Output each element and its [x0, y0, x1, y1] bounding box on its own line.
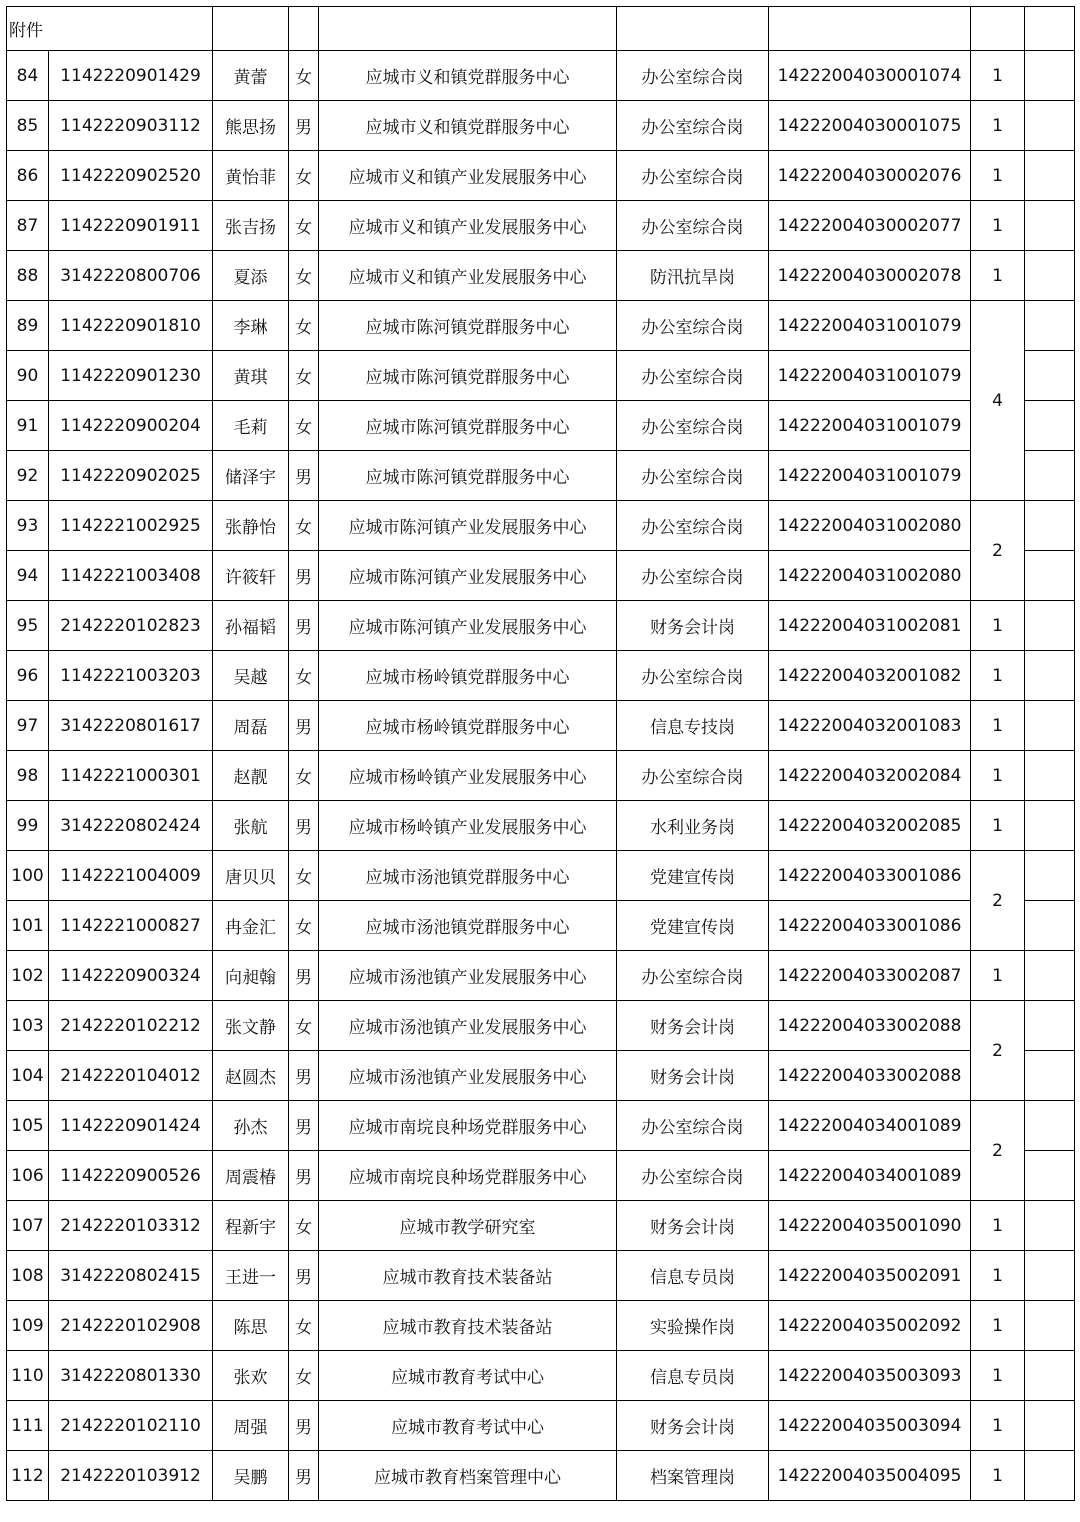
position-code: 14222004031002080	[769, 501, 971, 551]
candidate-name: 张吉扬	[213, 201, 289, 251]
candidate-gender: 女	[289, 351, 319, 401]
table-row	[7, 101, 1075, 151]
caption-empty-cell	[1025, 7, 1075, 51]
employer-unit: 应城市陈河镇产业发展服务中心	[319, 601, 617, 651]
table-row	[7, 151, 1075, 201]
position-code: 14222004032002085	[769, 801, 971, 851]
position-name: 办公室综合岗	[617, 501, 769, 551]
position-code: 14222004031002080	[769, 551, 971, 601]
remark-cell	[1025, 551, 1075, 601]
row-number: 94	[7, 551, 49, 601]
row-number: 102	[7, 951, 49, 1001]
employer-unit: 应城市教育考试中心	[319, 1401, 617, 1451]
position-name: 信息专员岗	[617, 1351, 769, 1401]
table-row	[7, 551, 1075, 601]
employer-unit: 应城市陈河镇党群服务中心	[319, 451, 617, 501]
candidate-id: 1142220902025	[49, 451, 213, 501]
position-name: 财务会计岗	[617, 1001, 769, 1051]
candidate-name: 熊思扬	[213, 101, 289, 151]
candidate-gender: 女	[289, 201, 319, 251]
table-row	[7, 401, 1075, 451]
candidate-id: 1142220900204	[49, 401, 213, 451]
hire-count: 1	[971, 1351, 1025, 1401]
candidate-name: 张航	[213, 801, 289, 851]
employer-unit: 应城市杨岭镇产业发展服务中心	[319, 751, 617, 801]
remark-cell	[1025, 201, 1075, 251]
remark-cell	[1025, 851, 1075, 901]
remark-cell	[1025, 101, 1075, 151]
row-number: 98	[7, 751, 49, 801]
position-code: 14222004035003093	[769, 1351, 971, 1401]
hire-count: 1	[971, 951, 1025, 1001]
row-number: 100	[7, 851, 49, 901]
position-code: 14222004035001090	[769, 1201, 971, 1251]
caption-empty-cell	[617, 7, 769, 51]
remark-cell	[1025, 351, 1075, 401]
employer-unit: 应城市教育考试中心	[319, 1351, 617, 1401]
employer-unit: 应城市教育技术装备站	[319, 1251, 617, 1301]
hire-count: 1	[971, 1301, 1025, 1351]
row-number: 86	[7, 151, 49, 201]
remark-cell	[1025, 651, 1075, 701]
remark-cell	[1025, 1351, 1075, 1401]
row-number: 95	[7, 601, 49, 651]
employer-unit: 应城市陈河镇产业发展服务中心	[319, 501, 617, 551]
table-row	[7, 851, 1075, 901]
remark-cell	[1025, 1251, 1075, 1301]
remark-cell	[1025, 501, 1075, 551]
row-number: 111	[7, 1401, 49, 1451]
employer-unit: 应城市汤池镇产业发展服务中心	[319, 951, 617, 1001]
employer-unit: 应城市义和镇产业发展服务中心	[319, 251, 617, 301]
row-number: 101	[7, 901, 49, 951]
remark-cell	[1025, 1001, 1075, 1051]
candidate-id: 1142220901429	[49, 51, 213, 101]
employer-unit: 应城市南垸良种场党群服务中心	[319, 1151, 617, 1201]
candidate-gender: 女	[289, 1001, 319, 1051]
table-row	[7, 1201, 1075, 1251]
row-number: 97	[7, 701, 49, 751]
position-name: 办公室综合岗	[617, 51, 769, 101]
position-name: 办公室综合岗	[617, 301, 769, 351]
employer-unit: 应城市义和镇党群服务中心	[319, 51, 617, 101]
candidate-gender: 女	[289, 651, 319, 701]
position-name: 党建宣传岗	[617, 851, 769, 901]
position-code: 14222004032001082	[769, 651, 971, 701]
candidate-id: 1142220900324	[49, 951, 213, 1001]
candidate-name: 李琳	[213, 301, 289, 351]
position-name: 办公室综合岗	[617, 1151, 769, 1201]
candidate-id: 2142220102212	[49, 1001, 213, 1051]
candidate-name: 周强	[213, 1401, 289, 1451]
position-code: 14222004031001079	[769, 351, 971, 401]
candidate-gender: 女	[289, 1301, 319, 1351]
hire-count: 1	[971, 751, 1025, 801]
hire-count: 1	[971, 801, 1025, 851]
candidate-name: 陈思	[213, 1301, 289, 1351]
remark-cell	[1025, 901, 1075, 951]
position-code: 14222004035002092	[769, 1301, 971, 1351]
table-row	[7, 501, 1075, 551]
candidate-id: 2142220102823	[49, 601, 213, 651]
position-code: 14222004031001079	[769, 301, 971, 351]
candidate-gender: 男	[289, 1251, 319, 1301]
table-row	[7, 1451, 1075, 1501]
candidate-gender: 男	[289, 451, 319, 501]
remark-cell	[1025, 51, 1075, 101]
candidate-id: 2142220104012	[49, 1051, 213, 1101]
row-number: 99	[7, 801, 49, 851]
roster-table	[6, 6, 1075, 1501]
hire-count: 1	[971, 201, 1025, 251]
candidate-id: 2142220103912	[49, 1451, 213, 1501]
employer-unit: 应城市义和镇产业发展服务中心	[319, 201, 617, 251]
position-name: 办公室综合岗	[617, 451, 769, 501]
employer-unit: 应城市杨岭镇党群服务中心	[319, 651, 617, 701]
position-name: 办公室综合岗	[617, 751, 769, 801]
candidate-name: 周磊	[213, 701, 289, 751]
candidate-id: 1142220901911	[49, 201, 213, 251]
employer-unit: 应城市陈河镇党群服务中心	[319, 401, 617, 451]
candidate-id: 2142220102908	[49, 1301, 213, 1351]
remark-cell	[1025, 1451, 1075, 1501]
remark-cell	[1025, 1201, 1075, 1251]
position-name: 水利业务岗	[617, 801, 769, 851]
candidate-gender: 男	[289, 1401, 319, 1451]
table-row	[7, 901, 1075, 951]
candidate-gender: 女	[289, 51, 319, 101]
row-number: 84	[7, 51, 49, 101]
position-name: 办公室综合岗	[617, 951, 769, 1001]
candidate-name: 张欢	[213, 1351, 289, 1401]
remark-cell	[1025, 1101, 1075, 1151]
position-code: 14222004030001075	[769, 101, 971, 151]
table-row	[7, 251, 1075, 301]
candidate-name: 黄怡菲	[213, 151, 289, 201]
table-row	[7, 651, 1075, 701]
candidate-gender: 女	[289, 1351, 319, 1401]
position-code: 14222004033002087	[769, 951, 971, 1001]
row-number: 89	[7, 301, 49, 351]
candidate-id: 1142221002925	[49, 501, 213, 551]
remark-cell	[1025, 801, 1075, 851]
position-name: 财务会计岗	[617, 1201, 769, 1251]
candidate-id: 1142220901424	[49, 1101, 213, 1151]
candidate-id: 1142221004009	[49, 851, 213, 901]
candidate-id: 3142220800706	[49, 251, 213, 301]
remark-cell	[1025, 451, 1075, 501]
table-row	[7, 1001, 1075, 1051]
table-row	[7, 1251, 1075, 1301]
row-number: 87	[7, 201, 49, 251]
candidate-name: 王进一	[213, 1251, 289, 1301]
candidate-gender: 女	[289, 1201, 319, 1251]
candidate-id: 1142220900526	[49, 1151, 213, 1201]
position-name: 实验操作岗	[617, 1301, 769, 1351]
position-code: 14222004030002076	[769, 151, 971, 201]
employer-unit: 应城市汤池镇党群服务中心	[319, 901, 617, 951]
position-code: 14222004034001089	[769, 1101, 971, 1151]
candidate-name: 黄蕾	[213, 51, 289, 101]
position-code: 14222004031001079	[769, 451, 971, 501]
position-code: 14222004032001083	[769, 701, 971, 751]
row-number: 90	[7, 351, 49, 401]
row-number: 109	[7, 1301, 49, 1351]
candidate-gender: 男	[289, 101, 319, 151]
table-row	[7, 451, 1075, 501]
candidate-id: 2142220102110	[49, 1401, 213, 1451]
employer-unit: 应城市教育技术装备站	[319, 1301, 617, 1351]
remark-cell	[1025, 151, 1075, 201]
row-number: 104	[7, 1051, 49, 1101]
row-number: 105	[7, 1101, 49, 1151]
candidate-gender: 男	[289, 951, 319, 1001]
candidate-gender: 男	[289, 551, 319, 601]
caption-empty-cell	[769, 7, 971, 51]
candidate-gender: 女	[289, 901, 319, 951]
candidate-id: 2142220103312	[49, 1201, 213, 1251]
remark-cell	[1025, 401, 1075, 451]
candidate-name: 张文静	[213, 1001, 289, 1051]
candidate-name: 程新宇	[213, 1201, 289, 1251]
position-code: 14222004035002091	[769, 1251, 971, 1301]
candidate-name: 许筱轩	[213, 551, 289, 601]
candidate-gender: 女	[289, 851, 319, 901]
candidate-name: 储泽宇	[213, 451, 289, 501]
position-code: 14222004035003094	[769, 1401, 971, 1451]
position-code: 14222004033001086	[769, 851, 971, 901]
row-number: 106	[7, 1151, 49, 1201]
caption-row	[7, 7, 1075, 51]
candidate-id: 3142220802424	[49, 801, 213, 851]
table-row	[7, 1101, 1075, 1151]
position-name: 财务会计岗	[617, 601, 769, 651]
position-name: 财务会计岗	[617, 1051, 769, 1101]
candidate-id: 1142220902520	[49, 151, 213, 201]
remark-cell	[1025, 1401, 1075, 1451]
candidate-gender: 男	[289, 601, 319, 651]
hire-count: 2	[971, 1001, 1025, 1101]
position-code: 14222004030001074	[769, 51, 971, 101]
position-code: 14222004033002088	[769, 1051, 971, 1101]
hire-count: 1	[971, 1401, 1025, 1451]
remark-cell	[1025, 751, 1075, 801]
hire-count: 1	[971, 701, 1025, 751]
row-number: 96	[7, 651, 49, 701]
table-row	[7, 601, 1075, 651]
hire-count: 2	[971, 1101, 1025, 1201]
position-code: 14222004030002077	[769, 201, 971, 251]
position-code: 14222004033001086	[769, 901, 971, 951]
employer-unit: 应城市义和镇党群服务中心	[319, 101, 617, 151]
candidate-id: 3142220801330	[49, 1351, 213, 1401]
employer-unit: 应城市陈河镇党群服务中心	[319, 351, 617, 401]
position-code: 14222004032002084	[769, 751, 971, 801]
table-row	[7, 51, 1075, 101]
candidate-name: 孙福韬	[213, 601, 289, 651]
position-name: 办公室综合岗	[617, 1101, 769, 1151]
employer-unit: 应城市义和镇产业发展服务中心	[319, 151, 617, 201]
table-row	[7, 701, 1075, 751]
position-code: 14222004031002081	[769, 601, 971, 651]
candidate-id: 3142220802415	[49, 1251, 213, 1301]
remark-cell	[1025, 1301, 1075, 1351]
row-number: 91	[7, 401, 49, 451]
candidate-name: 冉金汇	[213, 901, 289, 951]
candidate-name: 吴鹏	[213, 1451, 289, 1501]
remark-cell	[1025, 251, 1075, 301]
hire-count: 1	[971, 1251, 1025, 1301]
row-number: 108	[7, 1251, 49, 1301]
position-code: 14222004034001089	[769, 1151, 971, 1201]
candidate-name: 孙杰	[213, 1101, 289, 1151]
candidate-name: 赵靓	[213, 751, 289, 801]
candidate-gender: 女	[289, 401, 319, 451]
candidate-id: 1142220901810	[49, 301, 213, 351]
candidate-gender: 女	[289, 501, 319, 551]
candidate-gender: 男	[289, 701, 319, 751]
candidate-gender: 男	[289, 1151, 319, 1201]
candidate-name: 周震椿	[213, 1151, 289, 1201]
candidate-name: 毛莉	[213, 401, 289, 451]
position-name: 办公室综合岗	[617, 101, 769, 151]
candidate-id: 1142220901230	[49, 351, 213, 401]
candidate-name: 黄琪	[213, 351, 289, 401]
candidate-id: 1142221003203	[49, 651, 213, 701]
position-code: 14222004035004095	[769, 1451, 971, 1501]
employer-unit: 应城市教育档案管理中心	[319, 1451, 617, 1501]
table-row	[7, 1051, 1075, 1101]
candidate-name: 吴越	[213, 651, 289, 701]
candidate-gender: 女	[289, 251, 319, 301]
position-name: 防汛抗旱岗	[617, 251, 769, 301]
hire-count: 4	[971, 301, 1025, 501]
employer-unit: 应城市教学研究室	[319, 1201, 617, 1251]
remark-cell	[1025, 701, 1075, 751]
position-name: 办公室综合岗	[617, 151, 769, 201]
hire-count: 2	[971, 851, 1025, 951]
remark-cell	[1025, 301, 1075, 351]
position-name: 办公室综合岗	[617, 401, 769, 451]
position-name: 财务会计岗	[617, 1401, 769, 1451]
table-row	[7, 1301, 1075, 1351]
table-row	[7, 1401, 1075, 1451]
table-row	[7, 801, 1075, 851]
hire-count: 1	[971, 1201, 1025, 1251]
table-row	[7, 951, 1075, 1001]
row-number: 112	[7, 1451, 49, 1501]
hire-count: 1	[971, 1451, 1025, 1501]
row-number: 88	[7, 251, 49, 301]
employer-unit: 应城市南垸良种场党群服务中心	[319, 1101, 617, 1151]
candidate-id: 1142221000301	[49, 751, 213, 801]
remark-cell	[1025, 951, 1075, 1001]
table-row	[7, 201, 1075, 251]
hire-count: 1	[971, 51, 1025, 101]
row-number: 93	[7, 501, 49, 551]
remark-cell	[1025, 1151, 1075, 1201]
hire-count: 1	[971, 651, 1025, 701]
candidate-name: 唐贝贝	[213, 851, 289, 901]
table-row	[7, 1351, 1075, 1401]
candidate-name: 夏添	[213, 251, 289, 301]
employer-unit: 应城市汤池镇产业发展服务中心	[319, 1051, 617, 1101]
remark-cell	[1025, 601, 1075, 651]
candidate-gender: 男	[289, 801, 319, 851]
candidate-gender: 男	[289, 1451, 319, 1501]
remark-cell	[1025, 1051, 1075, 1101]
candidate-gender: 女	[289, 301, 319, 351]
row-number: 110	[7, 1351, 49, 1401]
candidate-name: 赵圆杰	[213, 1051, 289, 1101]
employer-unit: 应城市杨岭镇党群服务中心	[319, 701, 617, 751]
position-name: 办公室综合岗	[617, 651, 769, 701]
hire-count: 2	[971, 501, 1025, 601]
position-name: 办公室综合岗	[617, 351, 769, 401]
employer-unit: 应城市杨岭镇产业发展服务中心	[319, 801, 617, 851]
table-row	[7, 301, 1075, 351]
hire-count: 1	[971, 601, 1025, 651]
caption-empty-cell	[289, 7, 319, 51]
position-name: 信息专技岗	[617, 701, 769, 751]
hire-count: 1	[971, 101, 1025, 151]
hire-count: 1	[971, 151, 1025, 201]
position-name: 办公室综合岗	[617, 551, 769, 601]
candidate-id: 1142221000827	[49, 901, 213, 951]
employer-unit: 应城市汤池镇产业发展服务中心	[319, 1001, 617, 1051]
candidate-id: 3142220801617	[49, 701, 213, 751]
position-code: 14222004033002088	[769, 1001, 971, 1051]
candidate-gender: 女	[289, 751, 319, 801]
table-body	[7, 7, 1075, 1501]
candidate-name: 向昶翰	[213, 951, 289, 1001]
position-name: 办公室综合岗	[617, 201, 769, 251]
table-row	[7, 1151, 1075, 1201]
employer-unit: 应城市陈河镇产业发展服务中心	[319, 551, 617, 601]
position-code: 14222004030002078	[769, 251, 971, 301]
table-row	[7, 351, 1075, 401]
candidate-gender: 女	[289, 151, 319, 201]
candidate-id: 1142221003408	[49, 551, 213, 601]
candidate-name: 张静怡	[213, 501, 289, 551]
caption-empty-cell	[319, 7, 617, 51]
table-row	[7, 751, 1075, 801]
row-number: 107	[7, 1201, 49, 1251]
position-name: 档案管理岗	[617, 1451, 769, 1501]
position-name: 信息专员岗	[617, 1251, 769, 1301]
hire-count: 1	[971, 251, 1025, 301]
employer-unit: 应城市汤池镇党群服务中心	[319, 851, 617, 901]
candidate-gender: 男	[289, 1101, 319, 1151]
candidate-gender: 男	[289, 1051, 319, 1101]
row-number: 103	[7, 1001, 49, 1051]
employer-unit: 应城市陈河镇党群服务中心	[319, 301, 617, 351]
attachment-caption: 附件	[7, 7, 213, 51]
caption-empty-cell	[971, 7, 1025, 51]
caption-empty-cell	[213, 7, 289, 51]
position-code: 14222004031001079	[769, 401, 971, 451]
candidate-id: 1142220903112	[49, 101, 213, 151]
row-number: 92	[7, 451, 49, 501]
position-name: 党建宣传岗	[617, 901, 769, 951]
row-number: 85	[7, 101, 49, 151]
